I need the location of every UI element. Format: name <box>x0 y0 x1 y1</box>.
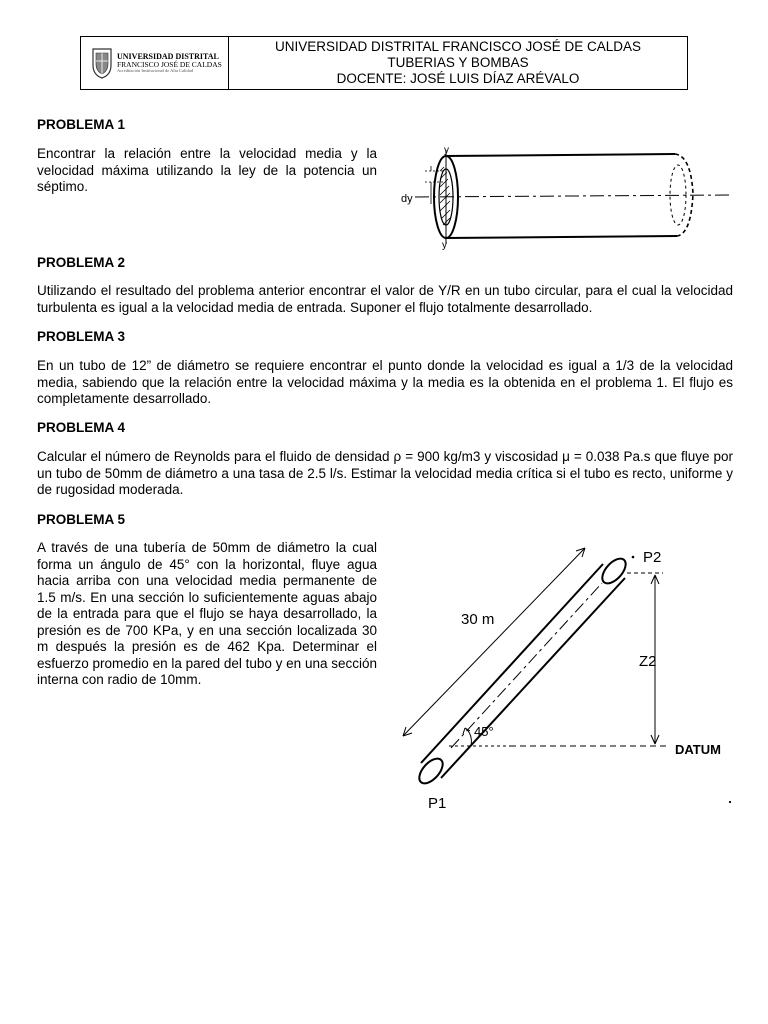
problem-5-text: A través de una tubería de 50mm de diámetro la cual forma un ángulo de 45° con la horizontal, fluye agua hacia arriba con una velocidad media permanente de 1.5 m/s. En una sección lo suficientemente aguas abajo de la entrada para que el flujo se haya desarrollado, la presión es de 700 KPa, y en una sección localizada 30 m después la presión es de 462 Kpa. Determinar el esfuerzo promedio en la pared del tubo y en una sección interna con radio de 10mm. <box>37 540 377 687</box>
university-logo <box>81 37 229 89</box>
logo-line-3: Acreditación Institucional de Alta Calidad <box>117 67 193 73</box>
problem-4-text: Calcular el número de Reynolds para el fluido de densidad ρ = 900 kg/m3 y viscosidad μ = 0.038 Pa.s que fluye por un tubo de 50mm de diámetro a una tasa de 2.5 l/s. Estimar la velocidad media crítica si el tubo es recto, uniforme y de rugosidad moderada. <box>37 449 733 497</box>
problem-3-title: PROBLEMA 3 <box>37 329 126 344</box>
figure2-label-angle: 45° <box>474 724 494 739</box>
problem-5-title: PROBLEMA 5 <box>37 512 126 527</box>
figure1-label-y-bottom: y <box>442 240 447 250</box>
figure2-label-length: 30 m <box>461 611 495 628</box>
header-title <box>229 37 687 89</box>
university-seal-icon <box>91 47 113 79</box>
problem-1-text: Encontrar la relación entre la velocidad media y la velocidad máxima utilizando la ley de la potencia un séptimo. <box>37 146 377 194</box>
figure2-label-p2: P2 <box>643 549 662 566</box>
header-title-line-2: TUBERIAS Y BOMBAS <box>387 55 529 70</box>
figure1-label-dy: dy <box>401 193 413 205</box>
problem-3-text: En un tubo de 12” de diámetro se requiere encontrar el punto donde la velocidad es igual a 1/3 de la velocidad media, sabiendo que la relación entre la velocidad máxima y la media es la obtenida en el problema 1. El flujo es completamente desarrollado. <box>37 358 733 406</box>
logo-line-2: FRANCISCO JOSÉ DE CALDAS <box>117 59 222 69</box>
problem-2-text: Utilizando el resultado del problema anterior encontrar el valor de Y/R en un tubo circular, para el cual la velocidad turbulenta es igual a la velocidad media de entrada. Suponer el flujo totalmente desarrollado. <box>37 283 733 315</box>
problem-1-title: PROBLEMA 1 <box>37 117 126 132</box>
figure2-label-datum: DATUM <box>675 742 721 757</box>
figure2-label-p1: P1 <box>428 795 447 812</box>
problem-2-title: PROBLEMA 2 <box>37 255 126 270</box>
figure1-label-y-top: y <box>444 145 449 156</box>
logo-line-1: UNIVERSIDAD DISTRITAL <box>117 51 219 61</box>
inclined-pipe-figure <box>395 538 740 818</box>
header-title-line-1: UNIVERSIDAD DISTRITAL FRANCISCO JOSÉ DE CALDAS <box>274 39 642 54</box>
document-header <box>80 36 688 90</box>
figure2-label-z2: Z2 <box>639 653 657 670</box>
header-title-line-3: DOCENTE: JOSÉ LUIS DÍAZ ARÉVALO <box>336 71 580 86</box>
pipe-cross-section-figure <box>395 144 735 250</box>
problem-4-title: PROBLEMA 4 <box>37 420 126 435</box>
